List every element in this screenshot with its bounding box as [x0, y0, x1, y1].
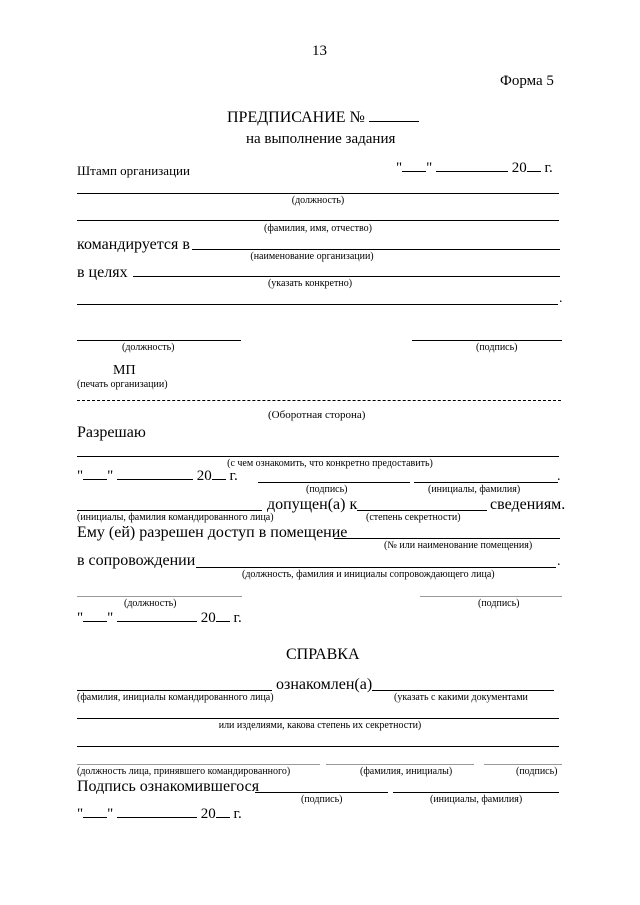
month-blank-2[interactable]: [117, 478, 193, 480]
caption-room: (№ или наименование помещения): [384, 540, 533, 551]
escort-period: .: [557, 554, 561, 569]
escort-label: в сопровождении: [77, 552, 196, 569]
year-blank-3[interactable]: [216, 620, 230, 622]
month-blank-3[interactable]: [117, 620, 197, 622]
year-suffix-3: г.: [233, 610, 242, 626]
certificate-title: СПРАВКА: [286, 646, 360, 663]
allow-label: Разрешаю: [77, 424, 146, 441]
purpose-period: .: [559, 291, 563, 306]
escort-signature-line[interactable]: [420, 596, 562, 597]
document-title: [227, 110, 419, 126]
caption-signature: (подпись): [306, 484, 348, 495]
date-field-bottom: " " 20 г.: [77, 806, 242, 822]
sign-signature-line[interactable]: [412, 340, 562, 341]
purpose-line[interactable]: [133, 276, 560, 277]
day-blank[interactable]: [402, 170, 426, 172]
year-prefix: 20: [511, 160, 527, 176]
year-prefix-4: 20: [200, 806, 216, 822]
cut-line: [77, 400, 561, 401]
caption-secrecy: (степень секретности): [366, 512, 461, 523]
receiver-name-line[interactable]: [326, 764, 474, 765]
caption-initials-surname: (инициалы, фамилия): [428, 484, 521, 495]
month-blank-4[interactable]: [117, 816, 197, 818]
year-suffix: г.: [544, 160, 553, 176]
documents-line[interactable]: [372, 690, 554, 691]
room-line[interactable]: [334, 538, 560, 539]
caption-signature-4: (подпись): [301, 794, 343, 805]
sign-caption-signature: (подпись): [476, 342, 518, 353]
year-blank[interactable]: [527, 170, 541, 172]
sent-person-line[interactable]: [77, 510, 262, 511]
approver-name-line[interactable]: [414, 482, 558, 483]
caption-specify: (указать конкретно): [267, 278, 353, 289]
caption-escort: (должность, фамилия и инициалы сопровождающего лица): [242, 569, 495, 580]
caption-acquaint: (с чем ознакомить, что конкретно предоставить): [227, 458, 433, 469]
acquainted-label: ознакомлен(а): [276, 676, 373, 693]
secrecy-line[interactable]: [357, 510, 487, 511]
date-field-escort: " " 20 г.: [77, 610, 242, 626]
acquaint-line[interactable]: [77, 456, 559, 457]
org-name-line[interactable]: [192, 249, 560, 250]
date-field-top: " " 20 г.: [396, 160, 553, 176]
year-prefix-3: 20: [200, 610, 216, 626]
caption-position-2: (должность): [124, 598, 177, 609]
caption-initials-surname-2: (инициалы, фамилия): [430, 794, 523, 805]
caption-sent-person-2: (фамилия, инициалы командированного лица): [77, 692, 274, 703]
purpose-label: в целях: [77, 264, 128, 281]
caption-products: или изделиями, какова степень их секретности): [218, 720, 422, 731]
caption-sent-person: (инициалы, фамилия командированного лица): [77, 512, 274, 523]
caption-documents: (указать с какими документами: [394, 692, 528, 703]
day-blank-4[interactable]: [83, 816, 107, 818]
acquainted-signature-label: Подпись ознакомившегося: [77, 778, 260, 795]
caption-org-name: (наименование организации): [250, 251, 374, 262]
fullname-line[interactable]: [77, 220, 559, 221]
document-subtitle: на выполнение задания: [246, 131, 396, 147]
products-line[interactable]: [77, 718, 559, 719]
year-prefix-2: 20: [196, 468, 212, 484]
mp-label: МП: [113, 363, 136, 378]
caption-fullname: (фамилия, имя, отчество): [264, 223, 372, 234]
form-label: Форма 5: [500, 73, 554, 89]
year-suffix-2: г.: [229, 468, 238, 484]
page-number: 13: [312, 43, 327, 59]
sign-caption-position: (должность): [122, 342, 175, 353]
caption-signature-2: (подпись): [478, 598, 520, 609]
year-suffix-4: г.: [233, 806, 242, 822]
extra-line[interactable]: [77, 746, 559, 747]
position-line[interactable]: [77, 193, 559, 194]
receiver-line[interactable]: [77, 764, 320, 765]
receiver-signature-line[interactable]: [484, 764, 562, 765]
approver-period: .: [557, 469, 561, 484]
acquainted-person-line[interactable]: [77, 690, 272, 691]
caption-initials-2: (фамилия, инициалы): [360, 766, 453, 777]
day-blank-2[interactable]: [83, 478, 107, 480]
stamp-label: Штамп организации: [77, 163, 190, 178]
number-blank[interactable]: [369, 120, 419, 122]
admitted-post: сведениям.: [490, 496, 566, 513]
month-blank[interactable]: [436, 170, 508, 172]
escort-line[interactable]: [196, 567, 556, 568]
acquainted-signature-line[interactable]: [255, 792, 388, 793]
caption-signature-3: (подпись): [516, 766, 558, 777]
approver-signature-line[interactable]: [258, 482, 410, 483]
room-access-label: Ему (ей) разрешен доступ в помещение: [77, 524, 348, 541]
sign-position-line[interactable]: [77, 340, 241, 341]
title-text: ПРЕДПИСАНИЕ №: [227, 109, 365, 126]
purpose-line-2[interactable]: [77, 304, 558, 305]
year-blank-4[interactable]: [216, 816, 230, 818]
mp-caption: (печать организации): [77, 379, 168, 390]
year-blank-2[interactable]: [212, 478, 226, 480]
escort-position-line[interactable]: [77, 596, 242, 597]
date-field-reverse: " " 20 г.: [77, 468, 238, 484]
caption-position: (должность): [291, 195, 345, 206]
day-blank-3[interactable]: [83, 620, 107, 622]
admitted-pre: допущен(а) к: [267, 496, 358, 513]
reverse-side-label: (Оборотная сторона): [268, 409, 366, 421]
caption-receiver: (должность лица, принявшего командированного): [77, 766, 291, 777]
acquainted-name-line[interactable]: [393, 792, 559, 793]
sent-to-label: командируется в: [77, 236, 190, 253]
